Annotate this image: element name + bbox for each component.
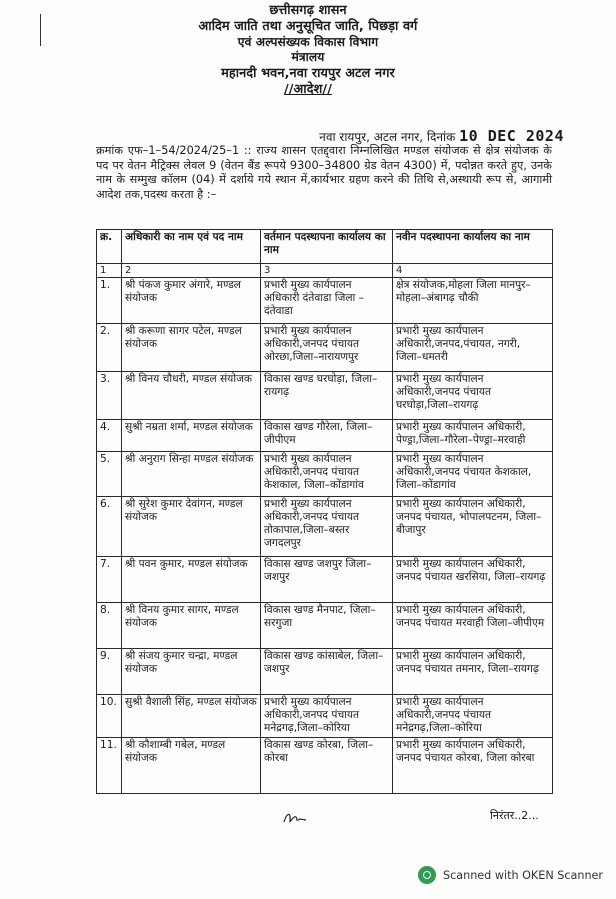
officer-name: सुश्री नम्रता शर्मा, मण्डल संयोजक — [122, 420, 261, 452]
scanner-logo-icon — [418, 866, 436, 884]
table-header-row — [97, 230, 553, 264]
col-header-current: वर्तमान पदस्थापना कार्यालय का नाम — [261, 230, 393, 264]
table-row — [97, 278, 553, 324]
table-row — [97, 695, 553, 738]
header-line-1: छत्तीसगढ़ शासन — [269, 3, 347, 18]
row-sn: 2. — [97, 324, 122, 372]
letterhead — [0, 3, 616, 98]
row-sn: 8. — [97, 603, 122, 649]
current-posting: प्रभारी मुख्य कार्यपालन अधिकारी,जनपद पंचायत ओरछा,जिला–नारायणपुर — [261, 324, 393, 372]
table-row — [97, 557, 553, 603]
row-sn: 6. — [97, 497, 122, 557]
col-number: 4 — [393, 264, 553, 278]
new-posting: प्रभारी मुख्य कार्यपालन अधिकारी, जनपद पंचायत तमनार, जिला–रायगढ़ — [393, 649, 553, 695]
officer-name: श्री अनुराग सिन्हा मण्डल संयोजक — [122, 452, 261, 497]
row-sn: 3. — [97, 372, 122, 420]
officer-name: श्री विनय कुमार सागर, मण्डल संयोजक — [122, 603, 261, 649]
header-line-3: एवं अल्पसंख्यक विकास विभाग — [237, 34, 379, 49]
table-row — [97, 452, 553, 497]
current-posting: विकास खण्ड कांसाबेल, जिला– जशपुर — [261, 649, 393, 695]
officer-name: श्री कौशाम्बी गबेल, मण्डल संयोजक — [122, 738, 261, 794]
officer-name: श्री संजय कुमार चन्द्रा, मण्डल संयोजक — [122, 649, 261, 695]
table-row — [97, 649, 553, 695]
current-posting: विकास खण्ड मैनपाट, जिला– सरगुजा — [261, 603, 393, 649]
new-posting: प्रभारी मुख्य कार्यपालन अधिकारी,जनपद पंचायत केशकाल, जिला–कोंडागांव — [393, 452, 553, 497]
continued-note: निरंतर..2... — [490, 809, 539, 822]
order-date: 10 DEC 2024 — [459, 127, 564, 145]
row-sn: 1. — [97, 278, 122, 324]
col-header-name: अधिकारी का नाम एवं पद नाम — [122, 230, 261, 264]
officer-name: श्री पवन कुमार, मण्डल संयोजक — [122, 557, 261, 603]
table-row — [97, 420, 553, 452]
table-row — [97, 738, 553, 794]
row-sn: 10. — [97, 695, 122, 738]
new-posting: प्रभारी मुख्य कार्यपालन अधिकारी, पेण्ड्रा,जिला–गौरेला–पेण्ड्रा–मरवाही — [393, 420, 553, 452]
officer-name: श्री विनय चौधरी, मण्डल संयोजक — [122, 372, 261, 420]
new-posting: प्रभारी मुख्य कार्यपालन अधिकारी, जनपद पंचायत, भोपालपटनम, जिला–बीजापुर — [393, 497, 553, 557]
col-number: 3 — [261, 264, 393, 278]
dateline — [319, 127, 564, 145]
table-row — [97, 497, 553, 557]
row-sn: 9. — [97, 649, 122, 695]
col-header-new: नवीन पदस्थापना कार्यालय का नाम — [393, 230, 553, 264]
signature-mark — [282, 810, 308, 826]
column-number-row — [97, 264, 553, 278]
officer-name: श्री सुरेश कुमार देवांगन, मण्डल संयोजक — [122, 497, 261, 557]
current-posting: विकास खण्ड जशपुर जिला–जशपुर — [261, 557, 393, 603]
new-posting: प्रभारी मुख्य कार्यपालन अधिकारी,जनपद पंचायत घरघोड़ा,जिला–रायगढ़ — [393, 372, 553, 420]
header-line-4: मंत्रालय — [291, 50, 325, 65]
current-posting: विकास खण्ड कोरबा, जिला–कोरबा — [261, 738, 393, 794]
posting-table — [96, 229, 553, 794]
current-posting: प्रभारी मुख्य कार्यपालन अधिकारी,जनपद पंचायत केशकाल, जिला–कोंडागांव — [261, 452, 393, 497]
scanner-watermark — [418, 866, 603, 884]
current-posting: विकास खण्ड घरघोड़ा, जिला–रायगढ़ — [261, 372, 393, 420]
col-number: 1 — [97, 264, 122, 278]
new-posting: प्रभारी मुख्य कार्यपालन अधिकारी, जनपद पंचायत मरवाही जिला–जीपीएम — [393, 603, 553, 649]
current-posting: प्रभारी मुख्य कार्यपालन अधिकारी दंतेवाडा जिला –दंतेवाडा — [261, 278, 393, 324]
row-sn: 5. — [97, 452, 122, 497]
header-line-5: महानदी भवन,नवा रायपुर अटल नगर — [221, 66, 395, 82]
new-posting: प्रभारी मुख्य कार्यपालन अधिकारी,जनपद,पंचायत, नगरी, जिला–धमतरी — [393, 324, 553, 372]
new-posting: प्रभारी मुख्य कार्यपालन अधिकारी,जनपद पंचायत मनेद्रगढ़,जिला–कोरिया — [393, 695, 553, 738]
scanner-label: Scanned with OKEN Scanner — [443, 868, 604, 882]
current-posting: विकास खण्ड गौरेला, जिला–जीपीएम — [261, 420, 393, 452]
order-title: //आदेश// — [284, 81, 332, 97]
dateline-place: नवा रायपुर, अटल नगर, दिनांक — [319, 130, 456, 144]
officer-name: श्री करूणा सागर पटेल, मण्डल संयोजक — [122, 324, 261, 372]
new-posting: प्रभारी मुख्य कार्यपालन अधिकारी, जनपद पंचायत कोरबा, जिला कोरबा — [393, 738, 553, 794]
header-line-2: आदिम जाति तथा अनुसूचित जाति, पिछड़ा वर्ग — [198, 18, 418, 34]
new-posting: प्रभारी मुख्य कार्यपालन अधिकारी, जनपद पंचायत खरसिया, जिला–रायगढ़ — [393, 557, 553, 603]
officer-name: सुश्री वैशाली सिंह, मण्डल संयोजक — [122, 695, 261, 738]
table-row — [97, 372, 553, 420]
col-header-sn: क्र. — [97, 230, 122, 264]
row-sn: 4. — [97, 420, 122, 452]
order-paragraph: क्रमांक एफ–1–54/2024/25–1 :: राज्य शासन एतद्द्वारा निम्नलिखित मण्डल संयोजक से क्षेत्र संयोजक के पद पर वेतन मैट्रिक्स लेवल 9 (वेतन बैंड रूपये 9300–34800 ग्रेड वेतन 4300) में, पदोन्नत करते हुए, उनके नाम के सम्मुख कॉलम (04) में दर्शाये गये स्थान में,कार्यभार ग्रहण करने की तिथि से,अस्थायी रूप से, आगामी आदेश तक,पदस्थ करता है :– — [96, 144, 552, 201]
row-sn: 11. — [97, 738, 122, 794]
table-row — [97, 603, 553, 649]
officer-name: श्री पंकज कुमार अंगारे, मण्डल संयोजक — [122, 278, 261, 324]
row-sn: 7. — [97, 557, 122, 603]
new-posting: क्षेत्र संयोजक,मोहला जिला मानपुर–मोहला–अंबागढ़ चौकी — [393, 278, 553, 324]
col-number: 2 — [122, 264, 261, 278]
table-row — [97, 324, 553, 372]
current-posting: प्रभारी मुख्य कार्यपालन अधिकारी,जनपद पंचायत तोकापाल,जिला–बस्तर जगदलपुर — [261, 497, 393, 557]
current-posting: प्रभारी मुख्य कार्यपालन अधिकारी,जनपद पंचायत मनेद्रगढ़,जिला–कोरिया — [261, 695, 393, 738]
signature — [282, 810, 308, 830]
